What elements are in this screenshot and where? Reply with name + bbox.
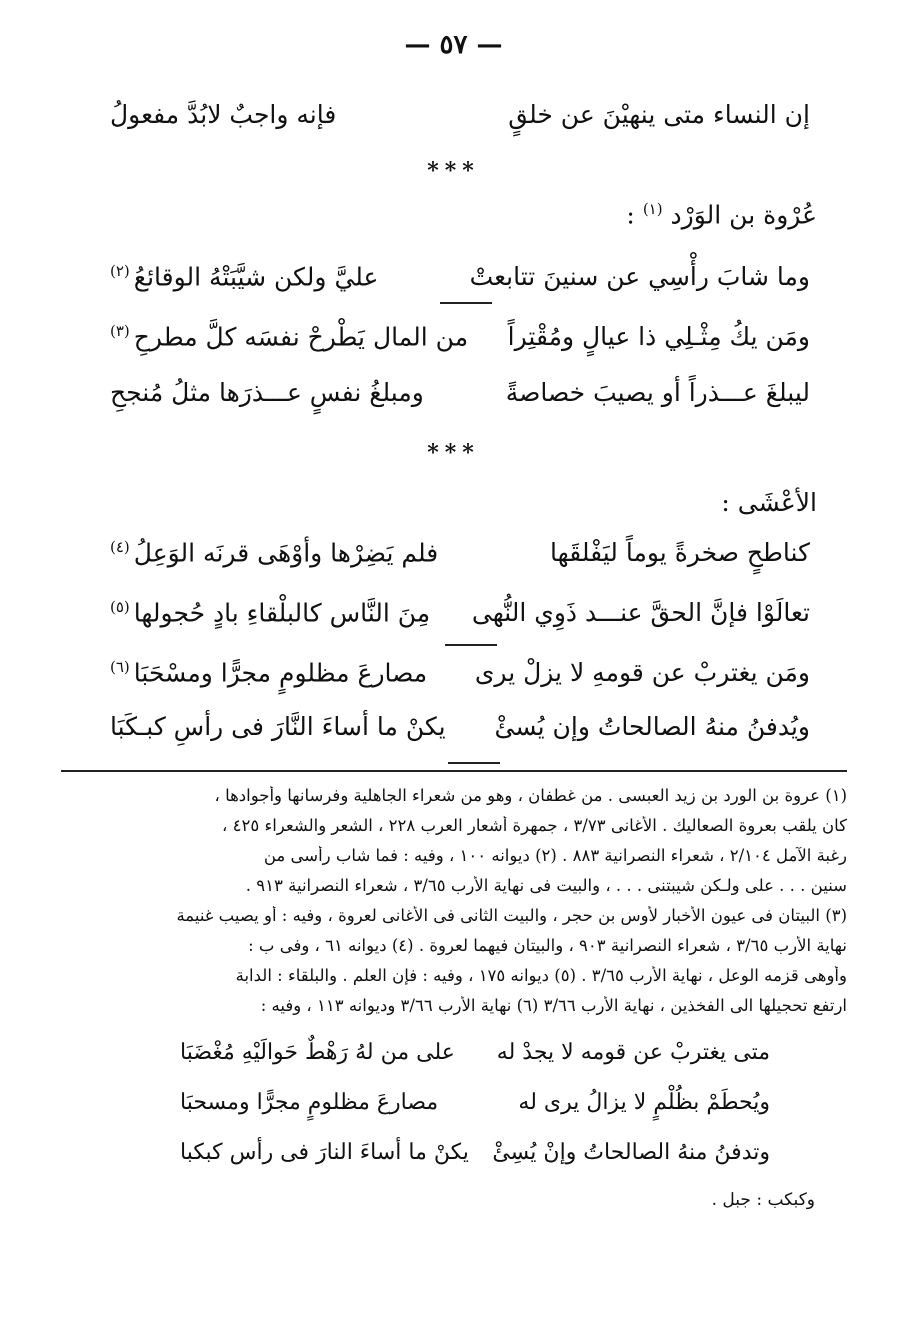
verse-row xyxy=(110,658,810,702)
footnote-line: (٣) البيتان فى عيون الأخبار لأوس بن حجر ، والبيت الثانى فى الأغانى لعروة ، وفيه : أو يصيب غنيمة xyxy=(176,906,847,925)
hemistich-divider xyxy=(448,762,500,764)
gloss-note: وكبكب : جبل . xyxy=(711,1190,815,1210)
verse-first-hemistich: وما شابَ رأْسِي عن سنينَ تتابعتْ xyxy=(469,262,810,291)
verse-first-hemistich: ويُحطَمْ بظُلْمٍ لا يزالُ يرى له xyxy=(518,1090,770,1115)
verse-row xyxy=(110,598,810,642)
footnote-divider xyxy=(61,770,847,772)
verse-second-text: فلم يَضِرْها وأوْهَى قرنَه الوَعِلُ xyxy=(133,538,439,568)
opening-verse xyxy=(110,100,810,144)
verse-second-text: من المال يَطْرحْ نفسَه كلَّ مطرحِ xyxy=(133,322,469,352)
footnote-line: كان يلقب بعروة الصعاليك . الأغانى ٣/٧٣ ، جمهرة أشعار العرب ٢٢٨ ، الشعر والشعراء ٤٢٥ ، xyxy=(222,816,847,835)
verse-second-text: عليَّ ولكن شيَّبَتْهُ الوقائعُ xyxy=(133,262,379,292)
hemistich-divider xyxy=(445,644,497,646)
verse-first-hemistich: كناطحٍ صخرةً يوماً ليَفْلقَها xyxy=(550,538,810,567)
poet-name: عُرْوة بن الوَرْد xyxy=(670,200,817,230)
verse-second-hemistich xyxy=(110,322,468,351)
verse-second-hemistich: ومبلغُ نفسٍ عـــذرَها مثلُ مُنجحِ xyxy=(110,378,424,407)
footnote-marker: (٤) xyxy=(110,538,130,556)
footnote-line: ارتفع تحجيلها الى الفخذين ، نهاية الأرب ٣/٦٦ (٦) نهاية الأرب ٣/٦٦ وديوانه ١١٣ ، وفيه : xyxy=(260,996,847,1015)
footnote-verse xyxy=(180,1090,770,1126)
hemistich-divider xyxy=(440,302,492,304)
verse-first-hemistich: ويُدفنُ منهُ الصالحاتُ وإن يُسئْ xyxy=(494,712,810,741)
footnote-marker: (٥) xyxy=(110,598,130,616)
verse-second-hemistich: على من لهُ رَهْطٌ حَوالَيْهِ مُغْضَبَا xyxy=(180,1040,455,1065)
footnote-marker: (١) xyxy=(642,200,663,218)
verse-first-hemistich: إن النساء متى ينهيْنَ عن خلقٍ xyxy=(508,100,810,129)
footnote-line: سنين . . . على ولـكن شيبتنى . . . ، والبيت فى نهاية الأرب ٣/٦٥ ، شعراء النصرانية ٩١٣ . xyxy=(245,876,847,895)
verse-second-hemistich xyxy=(110,658,427,687)
footnote-line: نهاية الأرب ٣/٦٥ ، شعراء النصرانية ٩٠٣ ، والبيتان فيهما لعروة . (٤) ديوانه ٦١ ، وفى ب : xyxy=(248,936,847,955)
section-separator: *** xyxy=(427,158,480,184)
verse-first-hemistich: وتدفنُ منهُ الصالحاتُ وإنْ يُسِئْ xyxy=(492,1140,770,1165)
verse-second-hemistich: فإنه واجبٌ لابُدَّ مفعولُ xyxy=(110,100,337,129)
verse-first-hemistich: متى يغتربْ عن قومه لا يجدْ له xyxy=(496,1040,770,1065)
section-separator: *** xyxy=(427,440,480,466)
verse-row xyxy=(110,262,810,306)
verse-second-hemistich: مصارعَ مظلومٍ مجرًّا ومسحبَا xyxy=(180,1090,439,1115)
verse-first-hemistich: ومَن يغتربْ عن قومهِ لا يزلْ يرى xyxy=(474,658,810,687)
verse-second-hemistich xyxy=(110,262,378,291)
verse-first-hemistich: ليبلغَ عـــذراً أو يصيبَ خصاصةً xyxy=(505,378,810,407)
verse-first-hemistich: ومَن يكُ مِثْـلِي ذا عيالٍ ومُقْتِراً xyxy=(507,322,810,351)
verse-second-hemistich xyxy=(110,598,430,627)
footnote-verse xyxy=(180,1140,770,1176)
heading-colon: : xyxy=(626,200,635,230)
footnote-marker: (٦) xyxy=(110,658,130,676)
verse-row xyxy=(110,538,810,582)
verse-row xyxy=(110,378,810,422)
footnote-verse xyxy=(180,1040,770,1076)
footnote-line: وأوهى قزمه الوعل ، نهاية الأرب ٣/٦٥ . (٥) ديوانه ١٧٥ ، وفيه : فإن العلم . والبلقاء : الدابة xyxy=(235,966,847,985)
verse-first-hemistich: تعالَوْا فإنَّ الحقَّ عنـــد ذَوِي النُّهى xyxy=(471,598,810,627)
verse-second-text: مِنَ النَّاس كالبلْقاءِ بادٍ حُجولها xyxy=(133,598,431,628)
footnote-line: رغبة الآمل ٢/١٠٤ ، شعراء النصرانية ٨٨٣ . (٢) ديوانه ١٠٠ ، وفيه : فما شاب رأسى من xyxy=(263,846,847,865)
poet-heading-asha: الأعْشَى : xyxy=(721,488,817,517)
verse-row xyxy=(110,322,810,366)
verse-second-text: مصارعَ مظلومٍ مجرًّا ومسْحَبَا xyxy=(133,658,428,688)
verse-row xyxy=(110,712,810,756)
poet-heading-urwa xyxy=(626,200,817,229)
footnote-marker: (٣) xyxy=(110,322,130,340)
verse-second-hemistich: يكنْ ما أساءَ النارَ فى رأس كبكبا xyxy=(180,1140,469,1165)
page-number: — ٥٧ — xyxy=(404,30,503,60)
verse-second-hemistich xyxy=(110,538,438,567)
verse-second-hemistich: يكنْ ما أساءَ النَّارَ فى رأسِ كبـكَبَا xyxy=(110,712,446,741)
footnote-marker: (٢) xyxy=(110,262,130,280)
footnote-line: (١) عروة بن الورد بن زيد العبسى . من غطفان ، وهو من شعراء الجاهلية وفرسانها وأجوادها ، xyxy=(214,786,847,805)
